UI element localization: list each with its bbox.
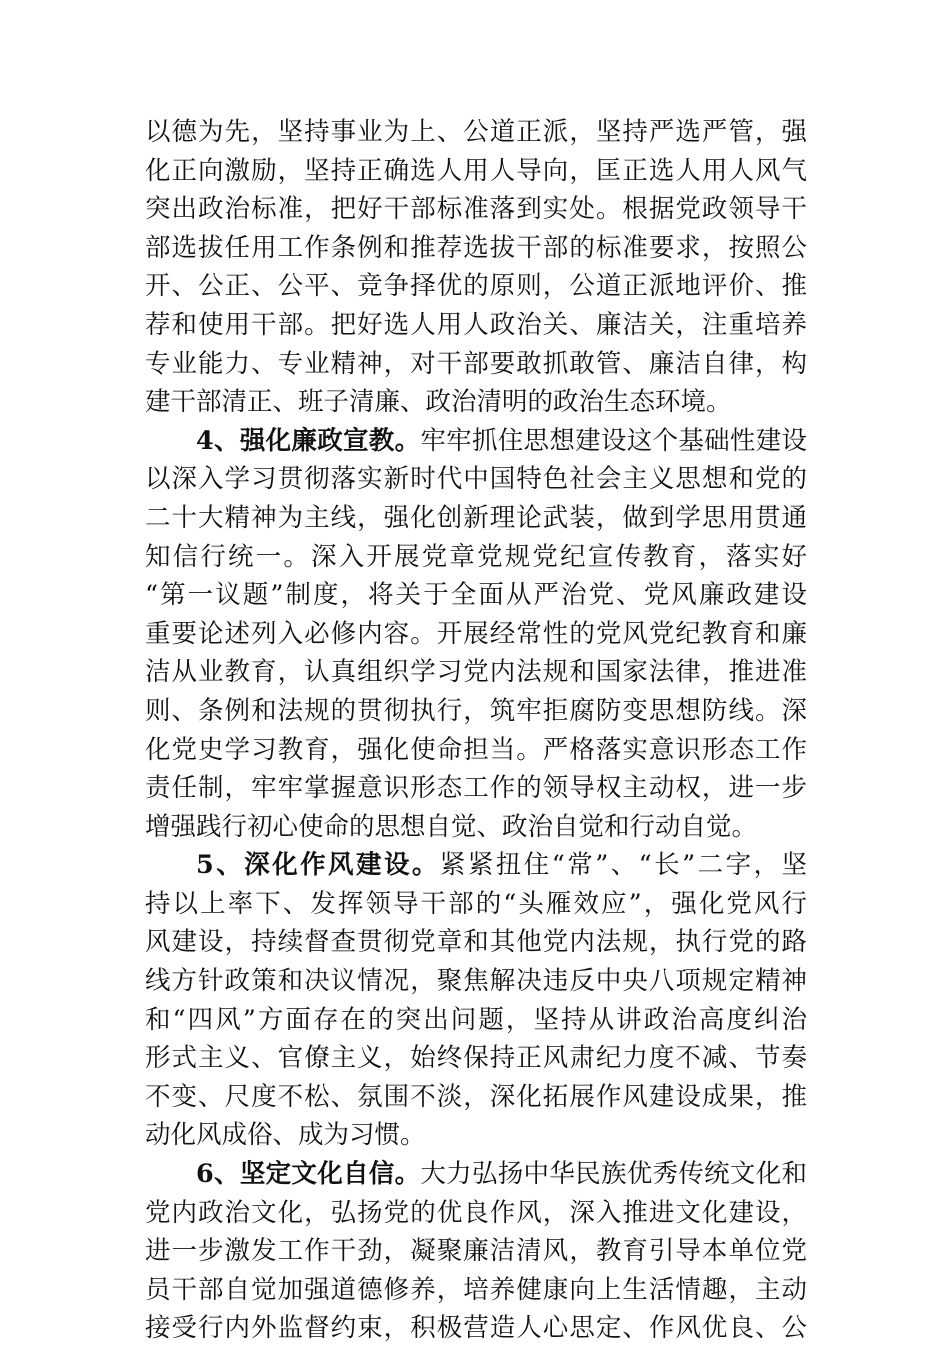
section-first-text: 紧紧扭住“常”、“长”二字，坚: [439, 850, 807, 881]
paragraph-continuation: [145, 113, 807, 422]
text-line: 形式主义、官僚主义，始终保持正风肃纪力度不减、节奏: [145, 1043, 807, 1074]
text-line: 风建设，持续督查贯彻党章和其他党内法规，执行党的路: [145, 927, 807, 958]
text-line: 增强践行初心使命的思想自觉、政治自觉和行动自觉。: [145, 811, 758, 842]
text-line: 党内政治文化，弘扬党的优良作风，深入推进文化建设，: [145, 1197, 807, 1228]
text-line: 荐和使用干部。把好选人用人政治关、廉洁关，注重培养: [145, 309, 807, 340]
text-line: 则、条例和法规的贯彻执行，筑牢拒腐防变思想防线。深: [145, 695, 807, 726]
text-line: 突出政治标准，把好干部标准落到实处。根据党政领导干: [145, 194, 807, 225]
text-line: “第一议题”制度，将关于全面从严治党、党风廉政建设: [145, 580, 807, 611]
text-line: 员干部自觉加强道德修养，培养健康向上生活情趣，主动: [145, 1274, 807, 1305]
section-first-text: 牢牢抓住思想建设这个基础性建设: [420, 425, 807, 456]
paragraph-section-5: [145, 846, 807, 1155]
section-first-line: [145, 846, 807, 885]
text-line: 知信行统一。深入开展党章党规党纪宣传教育，落实好: [145, 541, 807, 572]
text-line: 重要论述列入必修内容。开展经常性的党风党纪教育和廉: [145, 618, 807, 649]
text-line: 化党史学习教育，强化使命担当。严格落实意识形态工作: [145, 734, 807, 765]
paragraph-section-4: [145, 422, 807, 847]
section-heading: 5、深化作风建设。: [196, 850, 440, 881]
text-line: 动化风成俗、成为习惯。: [145, 1120, 426, 1151]
text-line: 以德为先，坚持事业为上、公道正派，坚持严选严管，强: [145, 117, 807, 147]
text-line: 和“四风”方面存在的突出问题，坚持从讲政治高度纠治: [145, 1004, 807, 1035]
text-line: 部选拔任用工作条例和推荐选拔干部的标准要求，按照公: [145, 232, 807, 263]
text-line: 持以上率下、发挥领导干部的“头雁效应”，强化党风行: [145, 888, 807, 919]
text-line: 化正向激励，坚持正确选人用人导向，匡正选人用人风气: [145, 155, 807, 186]
text-line: 建干部清正、班子清廉、政治清明的政治生态环境。: [145, 387, 732, 418]
text-line: 接受行内外监督约束，积极营造人心思定、作风优良、公: [145, 1313, 807, 1344]
text-line: 专业能力、专业精神，对干部要敢抓敢管、廉洁自律，构: [145, 348, 807, 379]
section-first-line: [145, 422, 807, 461]
section-first-text: 大力弘扬中华民族优秀传统文化和: [420, 1159, 807, 1190]
text-line: 进一步激发工作干劲，凝聚廉洁清风，教育引导本单位党: [145, 1236, 807, 1267]
text-line: 以深入学习贯彻落实新时代中国特色社会主义思想和党的: [145, 464, 807, 495]
text-line: 不变、尺度不松、氛围不淡，深化拓展作风建设成果，推: [145, 1081, 807, 1112]
text-line: 开、公正、公平、竞争择优的原则，公道正派地评价、推: [145, 271, 807, 302]
section-heading: 4、强化廉政宣教。: [196, 425, 421, 456]
text-line: 洁从业教育，认真组织学习党内法规和国家法律，推进准: [145, 657, 807, 688]
text-line: 线方针政策和决议情况，聚焦解决违反中央八项规定精神: [145, 966, 807, 997]
paragraph-section-6: [145, 1155, 807, 1348]
section-first-line: [145, 1155, 807, 1194]
text-line: 责任制，牢牢掌握意识形态工作的领导权主动权，进一步: [145, 773, 807, 804]
document-body: [145, 113, 807, 1348]
section-heading: 6、坚定文化自信。: [196, 1159, 421, 1190]
text-line: 二十大精神为主线，强化创新理论武装，做到学思用贯通: [145, 502, 807, 533]
